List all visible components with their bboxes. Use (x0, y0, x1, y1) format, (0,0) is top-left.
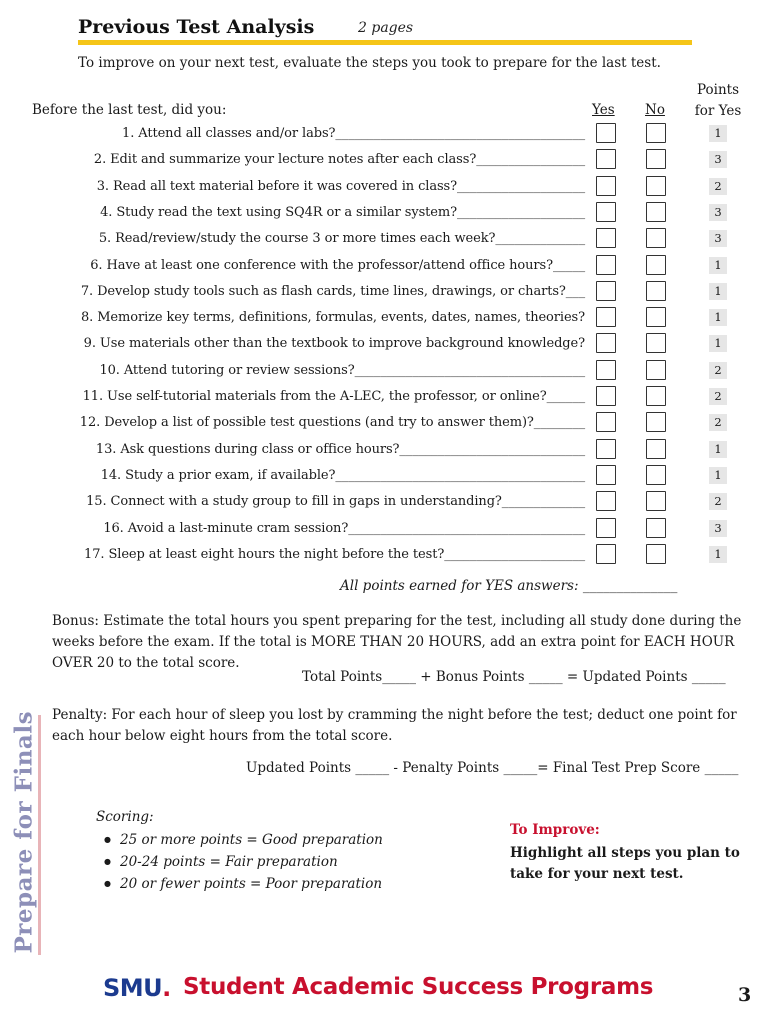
yes-column-header: Yes (592, 102, 615, 118)
checklist-row (0, 543, 770, 569)
points-value: 2 (709, 362, 727, 379)
no-checkbox[interactable] (646, 255, 666, 275)
no-checkbox[interactable] (646, 228, 666, 248)
yes-checkbox[interactable] (596, 544, 616, 564)
checklist-row (0, 490, 770, 516)
yes-checkbox[interactable] (596, 149, 616, 169)
all-points-line: All points earned for YES answers: ______________ (340, 578, 678, 594)
points-value: 1 (709, 309, 727, 326)
scoring-title: Scoring: (96, 809, 154, 825)
checklist-row (0, 517, 770, 543)
checklist-question: 9. Use materials other than the textbook to improve background knowledge? (83, 336, 585, 352)
totals-line: Total Points_____ + Bonus Points _____ = Updated Points _____ (302, 669, 726, 685)
updated-points-line: Updated Points _____ - Penalty Points _____= Final Test Prep Score _____ (246, 760, 739, 776)
smu-logo-text: SMU (103, 974, 163, 1002)
yes-checkbox[interactable] (596, 491, 616, 511)
yes-checkbox[interactable] (596, 281, 616, 301)
page-title: Previous Test Analysis (78, 16, 315, 38)
checklist-question: 14. Study a prior exam, if available?_______________________________________ (100, 467, 585, 483)
title-underline (78, 40, 692, 45)
yes-checkbox[interactable] (596, 202, 616, 222)
checklist-row (0, 148, 770, 174)
no-checkbox[interactable] (646, 518, 666, 538)
checklist-row (0, 280, 770, 306)
yes-checkbox[interactable] (596, 255, 616, 275)
smu-logo-dot: . (162, 974, 171, 1002)
yes-checkbox[interactable] (596, 228, 616, 248)
checklist-question: 1. Attend all classes and/or labs?_______________________________________ (122, 126, 585, 141)
yes-checkbox[interactable] (596, 360, 616, 380)
points-value: 2 (709, 493, 727, 510)
points-column-header (690, 80, 746, 122)
no-checkbox[interactable] (646, 544, 666, 564)
checklist-question: 8. Memorize key terms, definitions, formulas, events, dates, names, theories? (80, 310, 585, 326)
checklist-row (0, 227, 770, 253)
points-header-line-2: for Yes (694, 103, 742, 119)
improve-title: To Improve: (510, 822, 600, 838)
penalty-text: Penalty: For each hour of sleep you lost by cramming the night before the test; deduct one point for each hour below eight hours from the total score. (52, 707, 737, 744)
checklist-row (0, 122, 770, 148)
yes-checkbox[interactable] (596, 123, 616, 143)
checklist-question: 17. Sleep at least eight hours the night before the test?______________________ (84, 546, 585, 562)
no-checkbox[interactable] (646, 202, 666, 222)
points-value: 2 (709, 388, 727, 405)
checklist-question: 4. Study read the text using SQ4R or a similar system?____________________ (100, 204, 585, 220)
points-value: 1 (709, 467, 727, 484)
checklist-row (0, 438, 770, 464)
points-value: 1 (709, 283, 727, 300)
points-value: 1 (709, 125, 727, 142)
no-checkbox[interactable] (646, 360, 666, 380)
no-column-header: No (645, 102, 665, 118)
no-checkbox[interactable] (646, 176, 666, 196)
points-value: 3 (709, 230, 727, 247)
checklist-question: 12. Develop a list of possible test questions (and try to answer them)?________ (79, 415, 585, 431)
checklist-question: 15. Connect with a study group to fill in gaps in understanding?_____________ (86, 494, 585, 510)
checklist-row (0, 359, 770, 385)
points-value: 3 (709, 520, 727, 537)
checklist-question: 6. Have at least one conference with the professor/attend office hours?_____ (90, 257, 585, 273)
improve-text: Highlight all steps you plan to take for your next test. (510, 845, 740, 882)
scoring-item-fair: ● 20-24 points = Fair preparation (96, 851, 383, 873)
no-checkbox[interactable] (646, 307, 666, 327)
page-number: 3 (738, 984, 752, 1006)
yes-checkbox[interactable] (596, 176, 616, 196)
checklist-question: 16. Avoid a last-minute cram session?_____________________________________ (103, 520, 585, 536)
checklist-row (0, 306, 770, 332)
table-lead: Before the last test, did you: (32, 102, 227, 118)
points-header-line-1: Points (696, 82, 740, 98)
no-checkbox[interactable] (646, 281, 666, 301)
side-label: Prepare for Finals (10, 710, 38, 954)
bonus-text: Bonus: Estimate the total hours you spent preparing for the test, including all study done during the weeks before the exam. If the total is MORE THAN 20 HOURS, add an extra point for EACH HOUR OVER 20 to the total score. (52, 613, 742, 671)
intro-text: To improve on your next test, evaluate the steps you took to prepare for the last test. (78, 55, 661, 71)
points-value: 2 (709, 414, 727, 431)
points-value: 1 (709, 441, 727, 458)
no-checkbox[interactable] (646, 123, 666, 143)
yes-checkbox[interactable] (596, 439, 616, 459)
points-value: 1 (709, 546, 727, 563)
checklist-row (0, 254, 770, 280)
yes-checkbox[interactable] (596, 518, 616, 538)
program-name: Student Academic Success Programs (183, 974, 654, 1000)
points-value: 2 (709, 178, 727, 195)
yes-checkbox[interactable] (596, 307, 616, 327)
checklist-row (0, 385, 770, 411)
checklist-row (0, 201, 770, 227)
checklist-question: 10. Attend tutoring or review sessions?____________________________________ (99, 362, 585, 378)
scoring-list (96, 829, 383, 895)
checklist-question: 3. Read all text material before it was covered in class?____________________ (96, 178, 585, 194)
no-checkbox[interactable] (646, 465, 666, 485)
checklist-row (0, 411, 770, 437)
scoring-item-poor: ● 20 or fewer points = Poor preparation (96, 873, 383, 895)
yes-checkbox[interactable] (596, 333, 616, 353)
page-count: 2 pages (358, 20, 414, 36)
checklist-question: 2. Edit and summarize your lecture notes after each class?_________________ (93, 152, 585, 168)
points-value: 3 (709, 151, 727, 168)
points-value: 1 (709, 335, 727, 352)
checklist-question: 5. Read/review/study the course 3 or more times each week?______________ (98, 231, 585, 247)
no-checkbox[interactable] (646, 491, 666, 511)
checklist-question: 7. Develop study tools such as flash cards, time lines, drawings, or charts?___ (80, 283, 585, 299)
yes-checkbox[interactable] (596, 412, 616, 432)
yes-checkbox[interactable] (596, 465, 616, 485)
no-checkbox[interactable] (646, 386, 666, 406)
no-checkbox[interactable] (646, 412, 666, 432)
side-accent-bar (38, 715, 41, 955)
no-checkbox[interactable] (646, 149, 666, 169)
checklist-question: 11. Use self-tutorial materials from the A-LEC, the professor, or online?______ (82, 389, 585, 404)
checklist-row (0, 464, 770, 490)
checklist-row (0, 332, 770, 358)
smu-logo (103, 974, 171, 1002)
no-checkbox[interactable] (646, 333, 666, 353)
no-checkbox[interactable] (646, 439, 666, 459)
scoring-item-good: ● 25 or more points = Good preparation (96, 829, 383, 851)
points-value: 1 (709, 257, 727, 274)
checklist-question: 13. Ask questions during class or office hours?_____________________________ (95, 441, 585, 457)
yes-checkbox[interactable] (596, 386, 616, 406)
points-value: 3 (709, 204, 727, 221)
checklist-row (0, 175, 770, 201)
